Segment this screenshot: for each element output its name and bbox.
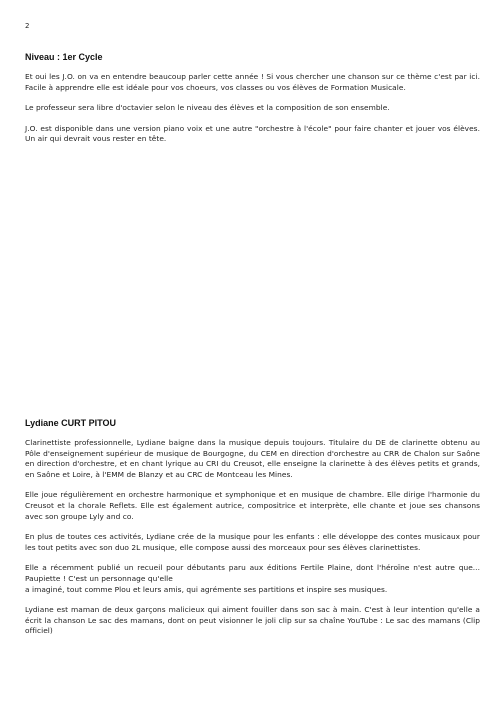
level-heading: Niveau : 1er Cycle	[25, 52, 103, 62]
author-paragraph-4: Elle a récemment publié un recueil pour débutants paru aux éditions Fertile Plaine, dont l'héroïne n'est autre que... Paupiette ! C'est un personnage qu'elle a imaginé, tout comme Plou et leurs amis, qui agrémente ses partitions et inspire ses musiques.	[25, 563, 480, 594]
author-paragraph-1: Clarinettiste professionnelle, Lydiane baigne dans la musique depuis toujours. Titulaire du DE de clarinette obtenu au Pôle d'enseignement supérieur de musique de Bourgogne, du CEM en direction d'orchestre au CRR de Chalon sur Saône en direction d'orchestre, et en chant lyrique au CRI du Creusot, elle enseigne la clarinette à des élèves petits et grands, en Saône et Loire, à l'EMM de Blanzy et au CRC de Montceau les Mines.	[25, 438, 480, 479]
author-paragraph-3: En plus de toutes ces activités, Lydiane crée de la musique pour les enfants : elle développe des contes musicaux pour les tout petits avec son duo 2L musique, elle compose aussi des morceaux pour ses élèves clarinettistes.	[25, 532, 480, 552]
author-paragraph-2: Elle joue régulièrement en orchestre harmonique et symphonique et en musique de chambre. Elle dirige l'harmonie du Creusot et la chorale Reflets. Elle est également autrice, compositrice et interprète, elle chante et joue ses chansons avec son groupe Lyly and co.	[25, 490, 480, 521]
author-paragraph-5: Lydiane est maman de deux garçons malicieux qui aiment fouiller dans son sac à main. C'est à leur intention qu'elle a écrit la chanson Le sac des mamans, dont on peut visionner le joli clip sur sa chaîne YouTube : Le sac des mamans (Clip officiel)	[25, 605, 480, 636]
page-number: 2	[25, 22, 30, 30]
author-section	[25, 418, 480, 647]
level-section	[25, 52, 480, 155]
author-heading: Lydiane CURT PITOU	[25, 418, 117, 428]
level-paragraph-3: J.O. est disponible dans une version piano voix et une autre "orchestre à l'école" pour faire chanter et jouer vos élèves. Un air qui devrait vous rester en tête.	[25, 123, 480, 144]
level-paragraph-2: Le professeur sera libre d'octavier selon le niveau des élèves et la composition de son ensemble.	[25, 103, 390, 113]
level-paragraph-1: Et oui les J.O. on va en entendre beaucoup parler cette année ! Si vous chercher une chanson sur ce thème c'est par ici. Facile à apprendre elle est idéale pour vos choeurs, vos classes ou vos élèves de Formation Musicale.	[25, 72, 480, 92]
